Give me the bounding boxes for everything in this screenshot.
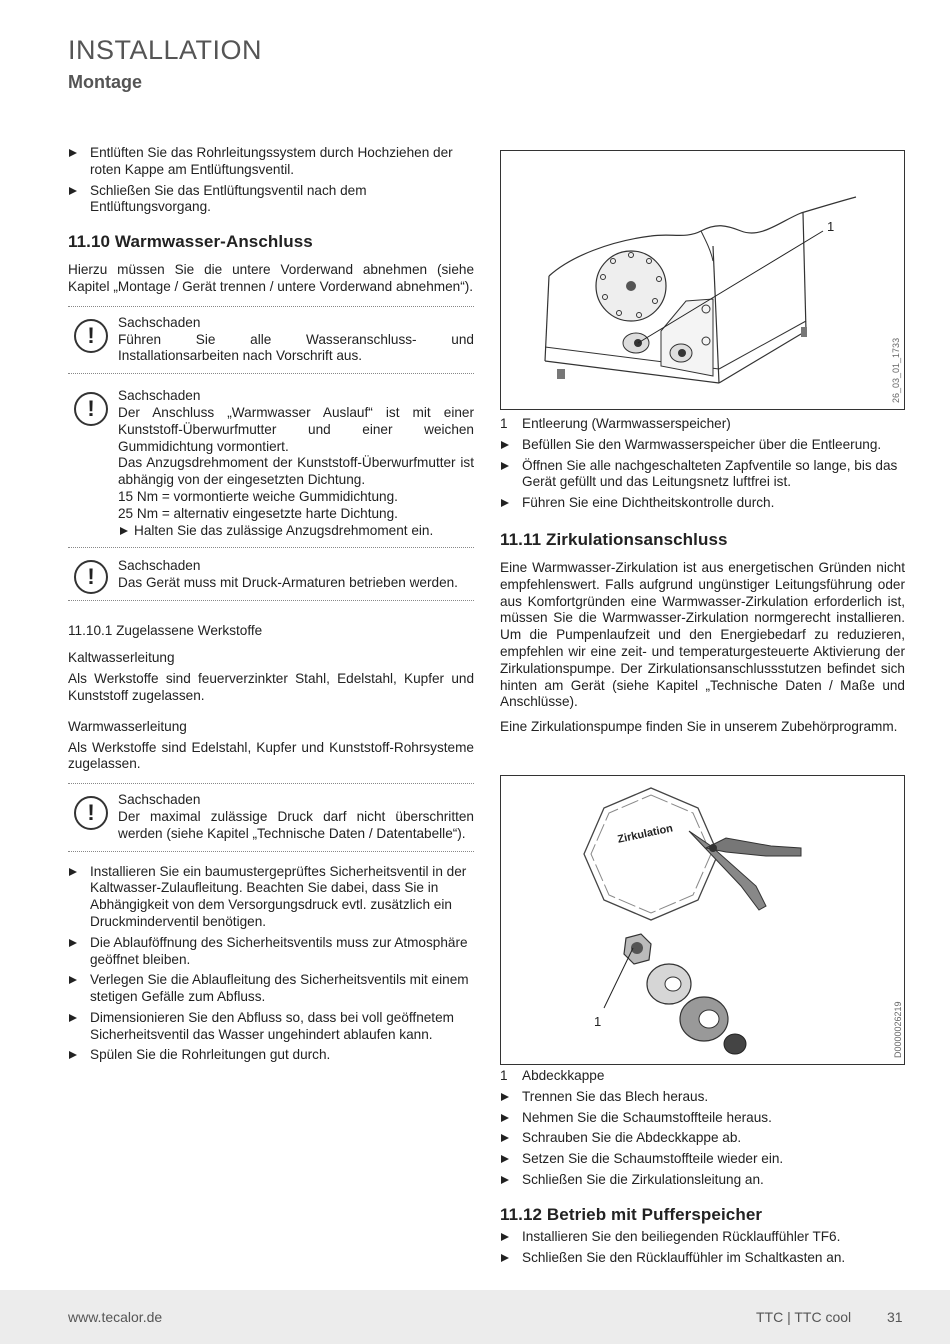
exclamation-icon: ! xyxy=(74,796,108,830)
warning-text: Das Anzugsdrehmoment der Kunststoff-Überwurfmutter ist abhängig von der eingesetzten Dichtung. xyxy=(118,455,474,488)
warning-step-text: Halten Sie das zulässige Anzugsdrehmoment ein. xyxy=(134,522,434,538)
warning-text: Der Anschluss „Warmwasser Auslauf“ ist mit einer Kunststoff-Überwurfmutter und einer weichen Gummidichtung vormontiert. xyxy=(118,404,474,454)
step-list-top xyxy=(68,145,474,216)
step-item xyxy=(500,495,905,512)
bullet-triangle-icon xyxy=(501,1233,509,1241)
bullet-triangle-icon xyxy=(501,1254,509,1262)
step-list-bottom xyxy=(68,864,474,1065)
section-heading-11-11: 11.11 Zirkulationsanschluss xyxy=(500,529,728,549)
step-item xyxy=(68,145,474,179)
warning-text: Der maximal zulässige Druck darf nicht überschritten werden (siehe Kapitel „Technische Daten / Datentabelle“). xyxy=(118,808,474,841)
step-text: Öffnen Sie alle nachgeschalteten Zapfventile so lange, bis das Gerät gefüllt und das Leitungsnetz luftfrei ist. xyxy=(522,457,898,490)
section-heading-11-12: 11.12 Betrieb mit Pufferspeicher xyxy=(500,1204,763,1224)
bullet-triangle-icon xyxy=(501,441,509,449)
step-text: Dimensionieren Sie den Abfluss so, dass bei voll geöffnetem Sicherheitsventil das Wasser ungehindert ablaufen kann. xyxy=(90,1009,454,1042)
step-text: Schließen Sie den Rücklauffühler im Schaltkasten an. xyxy=(522,1249,846,1265)
exclamation-icon: ! xyxy=(74,392,108,426)
exclamation-icon: ! xyxy=(74,319,108,353)
step-text: Trennen Sie das Blech heraus. xyxy=(522,1088,709,1104)
legend-text: Entleerung (Warmwasserspeicher) xyxy=(522,416,731,431)
step-text: Führen Sie eine Dichtheitskontrolle durch. xyxy=(522,495,775,511)
step-item xyxy=(68,183,474,217)
warning-step xyxy=(118,523,474,540)
warning-box xyxy=(68,783,474,851)
step-text: Installieren Sie den beiliegenden Rücklauffühler TF6. xyxy=(522,1228,841,1244)
left-column xyxy=(68,145,474,1068)
bullet-triangle-icon xyxy=(501,462,509,470)
step-item xyxy=(68,1010,474,1044)
warning-box xyxy=(68,373,474,547)
zirkulation-drawing xyxy=(501,776,904,1064)
step-text: Entlüften Sie das Rohrleitungssystem durch Hochziehen der roten Kappe am Entlüftungsventil. xyxy=(90,145,453,177)
bullet-triangle-icon xyxy=(501,1134,509,1142)
footer-url[interactable]: www.tecalor.de xyxy=(68,1309,163,1325)
step-text: Nehmen Sie die Schaumstoffteile heraus. xyxy=(522,1109,772,1125)
step-text: Die Ablauföffnung des Sicherheitsventils muss zur Atmosphäre geöffnet bleiben. xyxy=(90,934,468,967)
page-header-subtitle: Montage xyxy=(68,72,142,92)
bullet-triangle-icon xyxy=(69,868,77,876)
kaltwasser-paragraph: Als Werkstoffe sind feuerverzinkter Stahl, Edelstahl, Kupfer und Kunststoff zugelassen. xyxy=(68,670,474,703)
warning-text: Das Gerät muss mit Druck-Armaturen betrieben werden. xyxy=(118,575,458,591)
page-number: 31 xyxy=(887,1309,903,1325)
warmwasser-heading: Warmwasserleitung xyxy=(68,718,187,734)
bullet-triangle-icon xyxy=(69,187,77,195)
warning-title: Sachschaden xyxy=(118,388,201,404)
figure-code: D0000026219 xyxy=(893,1001,903,1058)
step-item xyxy=(68,972,474,1006)
step-item xyxy=(500,1229,905,1246)
bullet-triangle-icon xyxy=(69,1014,77,1022)
bullet-triangle-icon xyxy=(501,1093,509,1101)
warning-box xyxy=(68,306,474,373)
section-heading-11-10: 11.10 Warmwasser-Anschluss xyxy=(68,232,313,252)
warning-box xyxy=(68,547,474,601)
step-text: Befüllen Sie den Warmwasserspeicher über die Entleerung. xyxy=(522,436,882,452)
warning-title: Sachschaden xyxy=(118,314,201,330)
right-column-lower xyxy=(500,1068,905,1270)
zirkulation-label: Zirkulation xyxy=(616,822,674,846)
legend-number: 1 xyxy=(500,416,508,431)
step-item xyxy=(500,1250,905,1267)
page-footer xyxy=(0,1290,950,1344)
figure-callout: 1 xyxy=(827,219,835,234)
step-text: Setzen Sie die Schaumstoffteile wieder ein. xyxy=(522,1151,784,1167)
figure-legend xyxy=(500,1068,905,1085)
legend-number: 1 xyxy=(500,1068,508,1083)
bullet-triangle-icon xyxy=(69,149,77,157)
step-text: Verlegen Sie die Ablaufleitung des Sicherheitsventils mit einem stetigen Gefälle zum Abfluss. xyxy=(90,972,469,1005)
warning-text: Führen Sie alle Wasseranschluss- und Installationsarbeiten nach Vorschrift aus. xyxy=(118,331,474,364)
step-item xyxy=(500,1130,905,1147)
bullet-triangle-icon xyxy=(69,1051,77,1059)
step-list-puffer xyxy=(500,1229,905,1267)
warning-title: Sachschaden xyxy=(118,558,201,574)
bullet-triangle-icon xyxy=(501,499,509,507)
bullet-triangle-icon xyxy=(501,1114,509,1122)
page-header-title: INSTALLATION xyxy=(68,35,263,65)
step-item xyxy=(68,1047,474,1064)
legend-text: Abdeckkappe xyxy=(522,1068,605,1083)
step-item xyxy=(500,437,905,454)
bullet-triangle-icon xyxy=(501,1155,509,1163)
warning-title: Sachschaden xyxy=(118,792,201,808)
section-paragraph: Hierzu müssen Sie die untere Vorderwand abnehmen (siehe Kapitel „Montage / Gerät trennen / untere Vorderwand abnehmen“). xyxy=(68,262,474,294)
step-text: Schließen Sie die Zirkulationsleitung an. xyxy=(522,1171,764,1187)
bullet-triangle-icon xyxy=(69,976,77,984)
step-item xyxy=(500,1110,905,1127)
step-item xyxy=(68,935,474,969)
exclamation-icon: ! xyxy=(74,560,108,594)
step-text: Schrauben Sie die Abdeckkappe ab. xyxy=(522,1130,742,1146)
figure-legend xyxy=(500,416,905,433)
step-item xyxy=(500,458,905,492)
kaltwasser-heading: Kaltwasserleitung xyxy=(68,649,175,665)
subsection-heading-11-10-1: 11.10.1 Zugelassene Werkstoffe xyxy=(68,622,263,638)
footer-product: TTC | TTC cool xyxy=(756,1309,852,1325)
warning-text: 25 Nm = alternativ eingesetzte harte Dichtung. xyxy=(118,505,398,521)
step-list-zirkulation xyxy=(500,1089,905,1189)
warning-text: 15 Nm = vormontierte weiche Gummidichtung. xyxy=(118,488,398,504)
step-text: Spülen Sie die Rohrleitungen gut durch. xyxy=(90,1047,331,1063)
bullet-triangle-icon xyxy=(69,939,77,947)
step-text: Installieren Sie ein baumustergeprüftes Sicherheitsventil in der Kaltwasser-Zulaufleitung. Beachten Sie dabei, dass Sie in Abhängigkeit von dem Versorgungsdruck evtl. zusätzlich ein Druckminderventil benötigen. xyxy=(90,863,467,929)
section-paragraph: Eine Warmwasser-Zirkulation ist aus energetischen Gründen nicht empfehlenswert. Falls aufgrund ungünstiger Leitungsführung oder aus Komfortgründen eine Warmwasser-Zirkulation erforderlich ist, müssen Sie die Warmwasser-Zirkulation normgerecht installieren. Um die Pumpenlaufzeit und den Energiebedarf zu reduzieren, empfehlen wir eine zeit- und temperaturgesteuerte Aktivierung der Zirkulationspumpe. Der Zirkulationsanschlussstutzen befindet sich hinten am Gerät (siehe Kapitel „Technische Daten / Maße und Anschlüsse). xyxy=(500,559,905,710)
step-text: Schließen Sie das Entlüftungsventil nach dem Entlüftungsvorgang. xyxy=(90,182,367,215)
warmwasser-paragraph: Als Werkstoffe sind Edelstahl, Kupfer und Kunststoff-Rohrsysteme zugelassen. xyxy=(68,739,474,772)
section-paragraph: Eine Zirkulationspumpe finden Sie in unserem Zubehörprogramm. xyxy=(500,719,898,735)
step-list-fill xyxy=(500,437,905,512)
figure-callout: 1 xyxy=(594,1014,602,1029)
figure-code: 26_03_01_1733 xyxy=(891,337,901,403)
step-item xyxy=(500,1172,905,1189)
right-column-upper xyxy=(500,416,905,744)
figure-entleerung xyxy=(500,150,905,410)
step-item xyxy=(68,864,474,931)
figure-zirkulation xyxy=(500,775,905,1065)
step-item xyxy=(500,1151,905,1168)
bullet-triangle-icon xyxy=(501,1176,509,1184)
heat-pump-drawing xyxy=(501,151,904,409)
step-item xyxy=(500,1089,905,1106)
bullet-triangle-icon xyxy=(120,527,128,535)
